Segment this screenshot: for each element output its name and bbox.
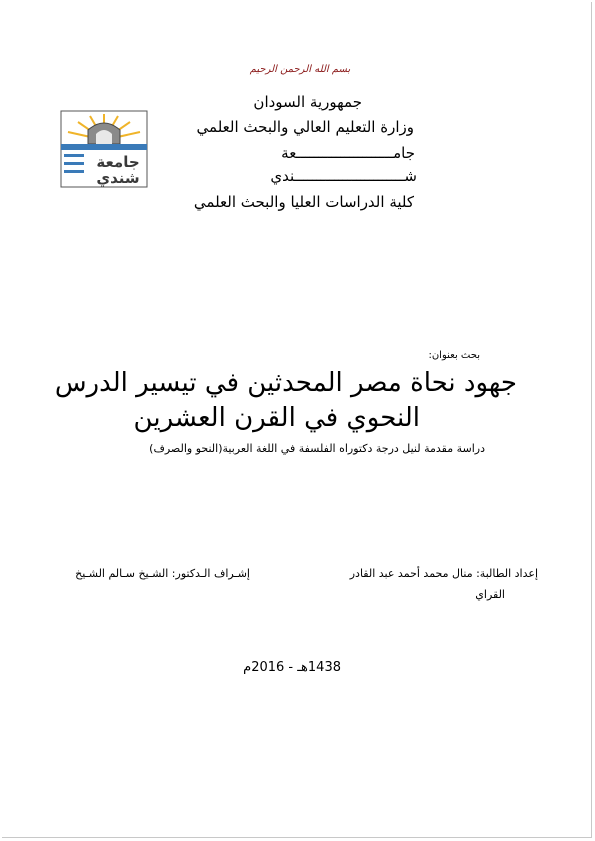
research-label: بحث بعنوان: — [428, 350, 480, 361]
university-name-line2: شـــــــــــــــــــــــــندي — [270, 167, 417, 185]
thesis-title-line1: جهود نحاة مصر المحدثين في تيسير الدرس — [54, 368, 517, 398]
basmala: بسم الله الرحمن الرحيم — [249, 64, 351, 75]
republic-name: جمهورية السودان — [253, 93, 362, 111]
logo-text-shendi: شندي — [96, 169, 140, 187]
ministry-name: وزارة التعليم العالي والبحث العلمي — [196, 118, 414, 136]
student-name-line1: إعداد الطالبة: منال محمد أحمد عبد القادر — [349, 567, 538, 580]
thesis-title-line2: النحوي في القرن العشرين — [133, 403, 420, 433]
supervisor-name: إشـراف الـدكتور: الشـيخ سـالم الشـيخ — [75, 567, 250, 580]
student-name-line2: القراي — [475, 588, 505, 601]
college-name: كلية الدراسات العليا والبحث العلمي — [193, 193, 414, 211]
date: 1438هـ - 2016م — [243, 660, 341, 675]
university-name-line1: جامــــــــــــــــــــــعة — [281, 144, 415, 162]
university-logo-icon — [60, 110, 148, 188]
thesis-subtitle: دراسة مقدمة لنيل درجة دكتوراه الفلسفة في اللغة العربية(النحو والصرف) — [149, 442, 485, 455]
logo-text-university: جامعة — [96, 153, 140, 171]
